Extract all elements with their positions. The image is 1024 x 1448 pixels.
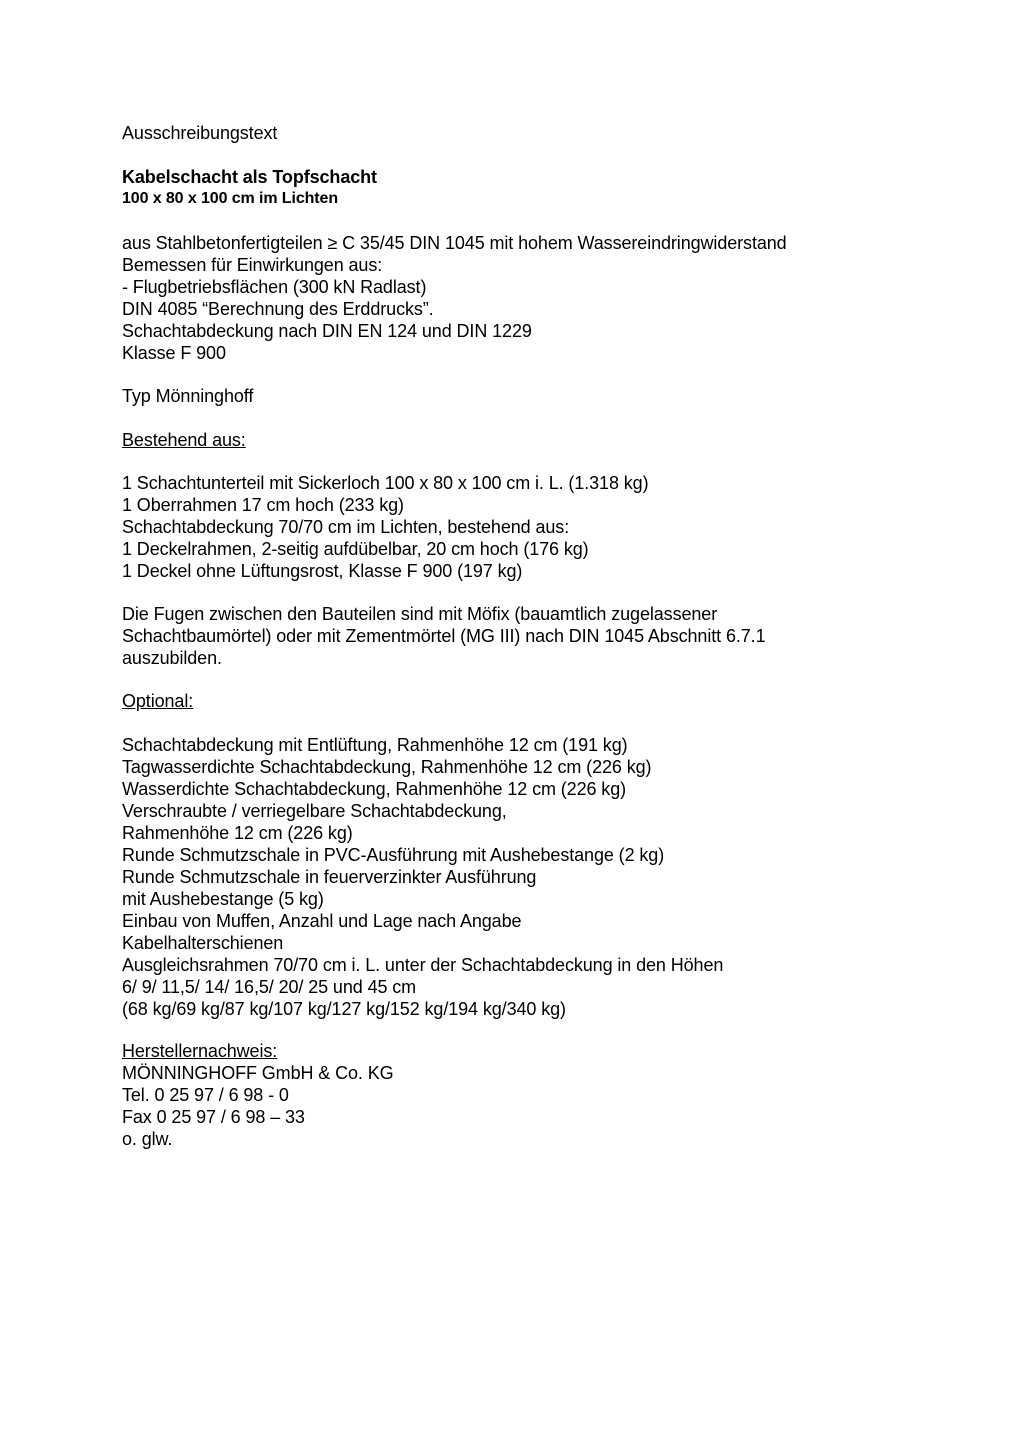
- spec-line: aus Stahlbetonfertigteilen ≥ C 35/45 DIN 1045 mit hohem Wassereindringwiderstand: [122, 233, 787, 253]
- optional-line: Rahmenhöhe 12 cm (226 kg): [122, 823, 353, 843]
- component-line: 1 Schachtunterteil mit Sickerloch 100 x 80 x 100 cm i. L. (1.318 kg): [122, 473, 649, 493]
- manufacturer-note: o. glw.: [122, 1129, 173, 1149]
- component-line: Schachtabdeckung 70/70 cm im Lichten, bestehend aus:: [122, 517, 570, 537]
- optional-line: Runde Schmutzschale in PVC-Ausführung mit Aushebestange (2 kg): [122, 845, 665, 865]
- document-label: Ausschreibungstext: [122, 123, 278, 143]
- optional-line: Kabelhalterschienen: [122, 933, 284, 953]
- joints-line: Schachtbaumörtel) oder mit Zementmörtel (MG III) nach DIN 1045 Abschnitt 6.7.1: [122, 626, 766, 646]
- optional-line: Schachtabdeckung mit Entlüftung, Rahmenhöhe 12 cm (191 kg): [122, 735, 628, 755]
- optional-line: mit Aushebestange (5 kg): [122, 889, 324, 909]
- component-line: 1 Deckel ohne Lüftungsrost, Klasse F 900 (197 kg): [122, 561, 523, 581]
- type-line: Typ Mönninghoff: [122, 386, 254, 406]
- spec-line: Klasse F 900: [122, 343, 226, 363]
- joints-line: Die Fugen zwischen den Bauteilen sind mit Möfix (bauamtlich zugelassener: [122, 604, 718, 624]
- manufacturer-phone: Tel. 0 25 97 / 6 98 - 0: [122, 1085, 289, 1105]
- manufacturer-heading: Herstellernachweis:: [122, 1041, 278, 1061]
- manufacturer-name: MÖNNINGHOFF GmbH & Co. KG: [122, 1063, 394, 1083]
- document-subtitle: 100 x 80 x 100 cm im Lichten: [122, 190, 338, 207]
- component-line: 1 Oberrahmen 17 cm hoch (233 kg): [122, 495, 404, 515]
- optional-line: Wasserdichte Schachtabdeckung, Rahmenhöhe 12 cm (226 kg): [122, 779, 627, 799]
- joints-line: auszubilden.: [122, 648, 222, 668]
- spec-line: Bemessen für Einwirkungen aus:: [122, 255, 383, 275]
- optional-line: Verschraubte / verriegelbare Schachtabdeckung,: [122, 801, 507, 821]
- document-title: Kabelschacht als Topfschacht: [122, 167, 377, 187]
- spec-line: DIN 4085 “Berechnung des Erddrucks”.: [122, 299, 434, 319]
- spec-line: Schachtabdeckung nach DIN EN 124 und DIN 1229: [122, 321, 532, 341]
- optional-line: (68 kg/69 kg/87 kg/107 kg/127 kg/152 kg/194 kg/340 kg): [122, 999, 566, 1019]
- optional-line: Ausgleichsrahmen 70/70 cm i. L. unter der Schachtabdeckung in den Höhen: [122, 955, 724, 975]
- optional-line: 6/ 9/ 11,5/ 14/ 16,5/ 20/ 25 und 45 cm: [122, 977, 417, 997]
- optional-line: Einbau von Muffen, Anzahl und Lage nach Angabe: [122, 911, 522, 931]
- manufacturer-fax: Fax 0 25 97 / 6 98 – 33: [122, 1107, 305, 1127]
- component-line: 1 Deckelrahmen, 2-seitig aufdübelbar, 20 cm hoch (176 kg): [122, 539, 589, 559]
- spec-line: - Flugbetriebsflächen (300 kN Radlast): [122, 277, 427, 297]
- optional-line: Tagwasserdichte Schachtabdeckung, Rahmenhöhe 12 cm (226 kg): [122, 757, 652, 777]
- optional-line: Runde Schmutzschale in feuerverzinkter Ausführung: [122, 867, 537, 887]
- components-heading: Bestehend aus:: [122, 430, 246, 450]
- optional-heading: Optional:: [122, 691, 194, 711]
